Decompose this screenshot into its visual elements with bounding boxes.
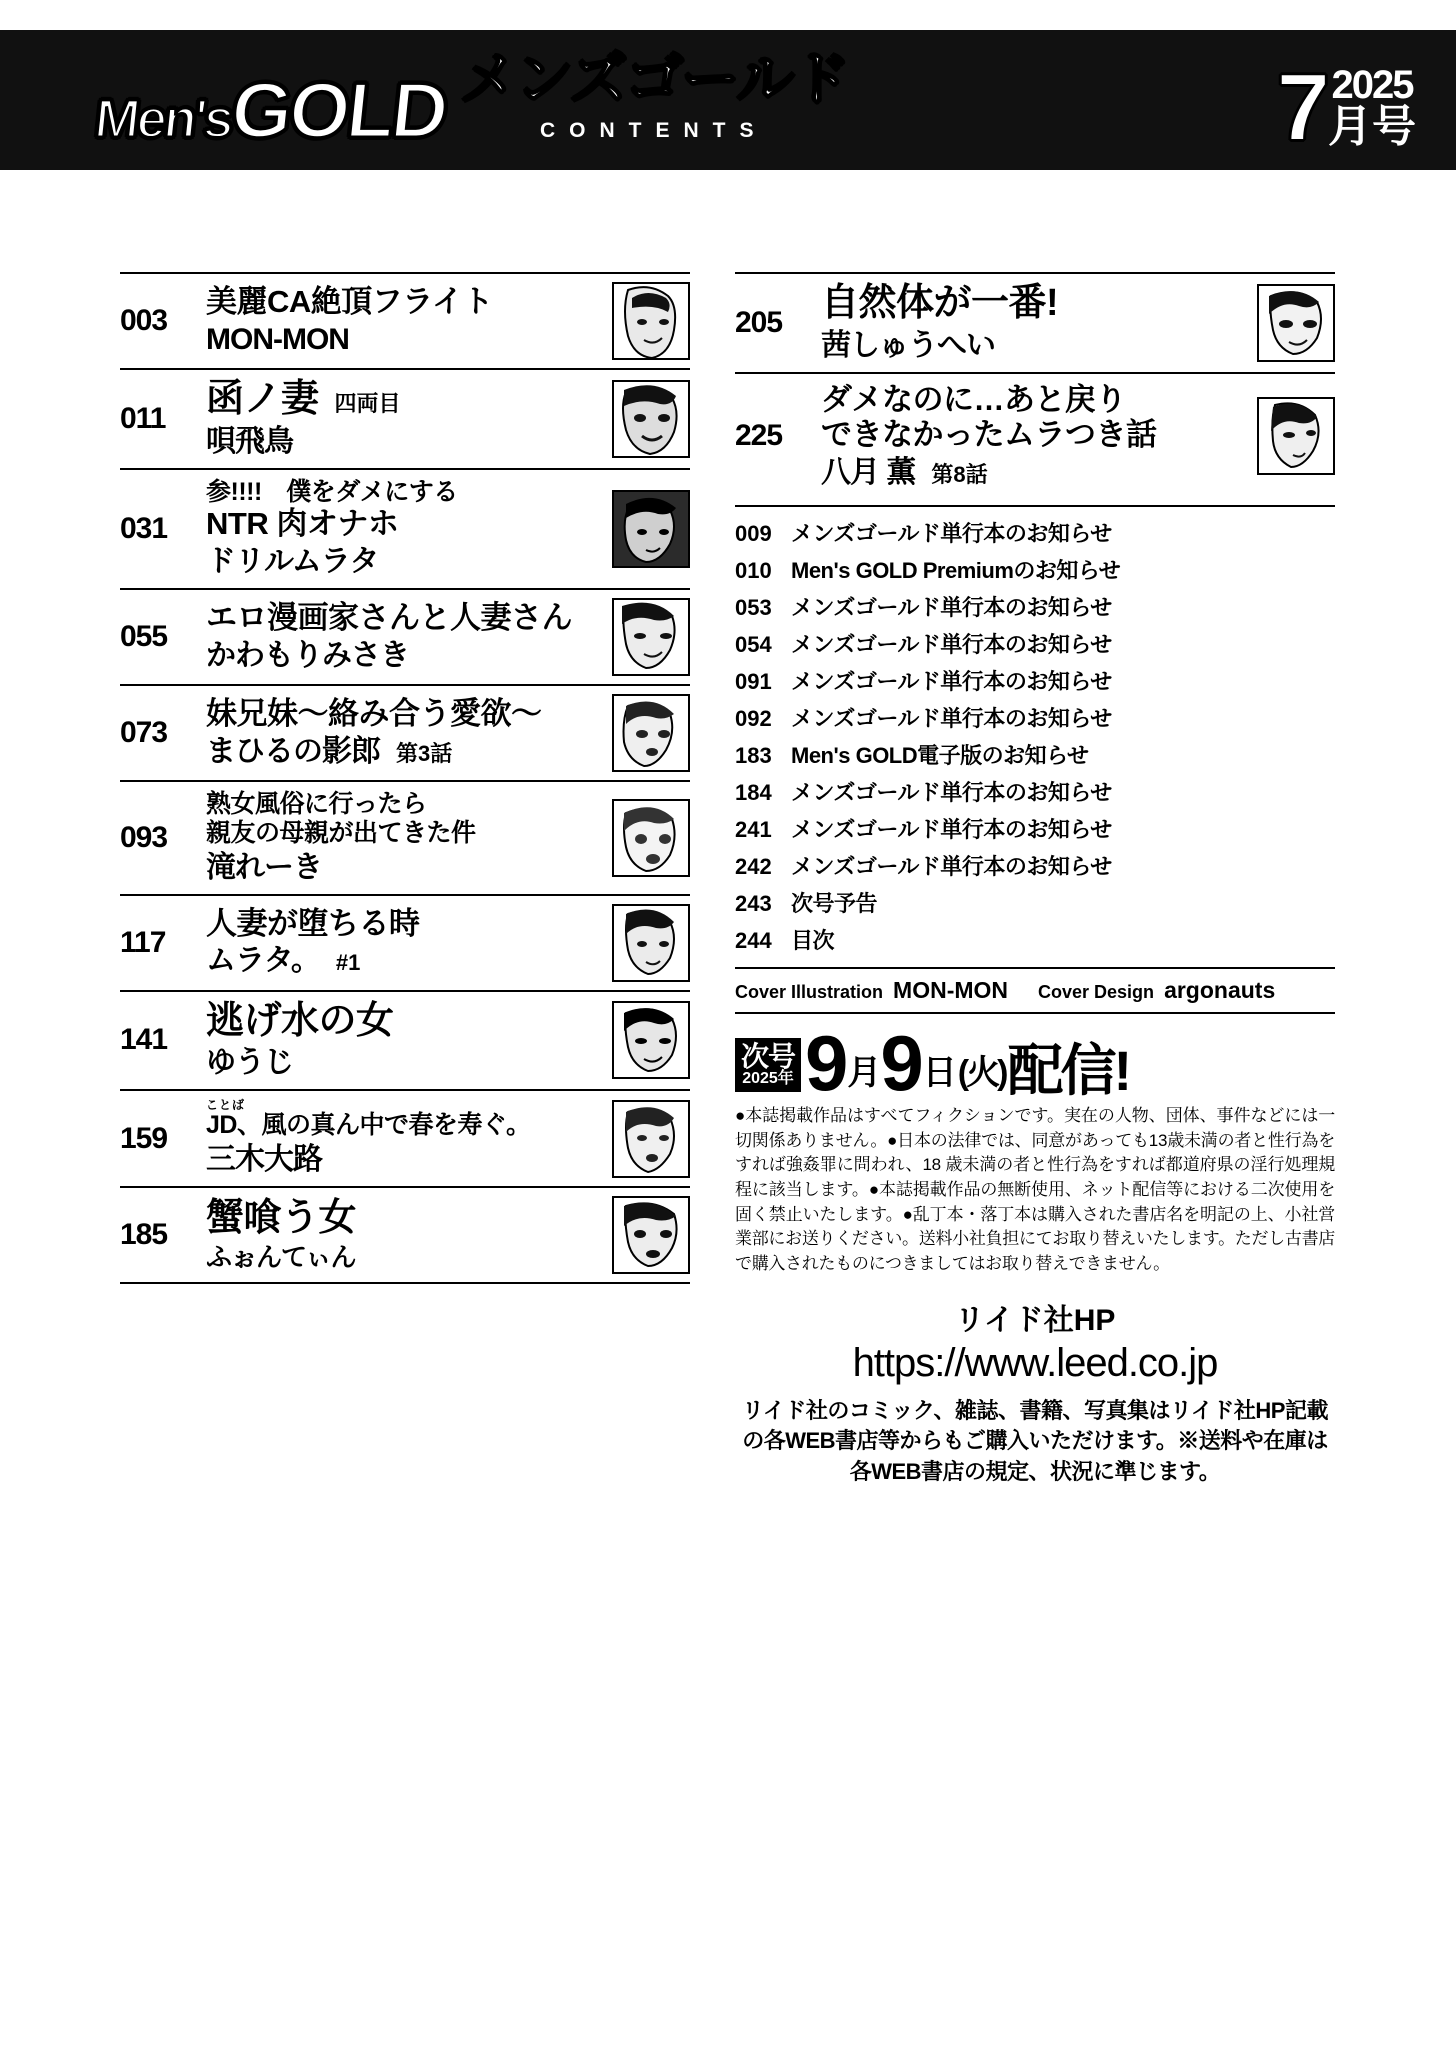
logo-kana: メンズゴールド	[459, 47, 849, 112]
entry-page-number: 185	[120, 1218, 168, 1252]
next-issue-day: 9	[880, 1018, 921, 1107]
notice-text: Men's GOLD電子版のお知らせ	[791, 742, 1089, 768]
face-thumbnail	[1257, 284, 1335, 362]
notice-item[interactable]	[735, 776, 1335, 807]
entry-author: MON-MON	[206, 322, 349, 356]
toc-right-column	[735, 272, 1335, 1488]
entry-title-line2: 親友の母親が出てきた件	[206, 818, 476, 847]
notice-text: メンズゴールド単行本のお知らせ	[791, 816, 1112, 842]
entry-page-number: 159	[120, 1121, 168, 1155]
face-thumbnail	[612, 282, 690, 360]
notice-text: メンズゴールド単行本のお知らせ	[791, 520, 1112, 546]
entry-title: 自然体が一番!	[821, 282, 1059, 324]
entry-author: 滝れーき	[206, 850, 322, 884]
face-thumbnail	[612, 799, 690, 877]
face-thumbnail	[612, 694, 690, 772]
entry-author: 三木大路	[206, 1143, 322, 1177]
next-issue-month-unit: 月	[847, 1053, 879, 1092]
entry-title-line1: 参!!!! 僕をダメにする	[206, 477, 458, 506]
logo-mens: Men's	[91, 89, 235, 149]
entry-title: 函ノ妻	[206, 378, 319, 420]
next-issue-weekday: (火)	[957, 1053, 1006, 1092]
entry-subtitle: 四両目	[334, 391, 401, 416]
cover-credits	[735, 967, 1335, 1014]
magazine-logo	[91, 66, 450, 154]
entry-page-number: 031	[120, 511, 168, 545]
notice-item[interactable]	[735, 850, 1335, 881]
entry-page-number: 117	[120, 925, 166, 959]
entry-page-number: 141	[120, 1023, 168, 1057]
toc-entry[interactable]	[120, 588, 690, 684]
toc-entry[interactable]	[120, 368, 690, 468]
entry-author: 茜しゅうへい	[821, 328, 995, 362]
notice-item[interactable]	[735, 517, 1335, 548]
notice-item[interactable]	[735, 628, 1335, 659]
notice-text: メンズゴールド単行本のお知らせ	[791, 668, 1112, 694]
entry-author: かわもりみさき	[206, 638, 409, 672]
notice-item[interactable]	[735, 924, 1335, 955]
toc-entry[interactable]	[120, 1089, 690, 1186]
notice-text: メンズゴールド単行本のお知らせ	[791, 631, 1112, 657]
notice-text: 次号予告	[791, 890, 878, 916]
toc-entry[interactable]	[120, 990, 690, 1090]
toc-entry[interactable]	[120, 684, 690, 780]
contents-word: CONTENTS	[540, 119, 768, 142]
next-issue-date	[805, 1018, 1130, 1107]
face-thumbnail	[612, 1196, 690, 1274]
notice-page: 241	[735, 816, 772, 842]
fine-print: ●本誌掲載作品はすべてフィクションです。実在の人物、団体、事件などには一切関係ありません。●日本の法律では、同意があっても13歳未満の者と性行為をすれば強姦罪に問われ、18 歳未満の者と性行為をすれば都道府県の淫行処理規程に該当します。●本誌掲載作品の無断使用、ネット配信等における二次使用を固く禁止いたします。●乱丁本・落丁本は購入された書店名を明記の上、小社営業部にお送りください。送料小社負担にてお取り替えいたします。ただし古書店で購入されたものにつきましてはお取り替えできません。	[735, 1106, 1335, 1273]
toc-entry[interactable]	[120, 272, 690, 368]
entry-title-line2: できなかったムラつき話	[821, 417, 1157, 453]
toc-entry[interactable]	[120, 780, 690, 894]
entry-subtitle: 第3話	[396, 740, 453, 766]
entry-author: ふぉんてぃん	[206, 1242, 356, 1273]
notice-page: 009	[735, 520, 772, 546]
notice-item[interactable]	[735, 591, 1335, 622]
entry-page-number: 225	[735, 419, 783, 453]
notice-page: 053	[735, 594, 772, 620]
issue-month: 7	[1276, 54, 1326, 162]
entry-title-line1: ダメなのに…あと戻り	[821, 381, 1126, 417]
notice-page: 054	[735, 631, 772, 657]
notice-page: 244	[735, 927, 772, 953]
issue-gatsugo: 月号	[1328, 102, 1416, 151]
entry-page-number: 011	[120, 401, 166, 435]
notice-page: 010	[735, 557, 772, 583]
entry-title-line1: 熟女風俗に行ったら	[206, 790, 427, 819]
entry-title-ruby: ことば	[206, 1098, 246, 1113]
notice-item[interactable]	[735, 554, 1335, 585]
face-thumbnail	[612, 1001, 690, 1079]
toc-left-column	[120, 272, 690, 1284]
notice-item[interactable]	[735, 665, 1335, 696]
notice-text: メンズゴールド単行本のお知らせ	[791, 594, 1112, 620]
issue-year: 2025	[1331, 63, 1413, 107]
face-thumbnail	[612, 1100, 690, 1178]
publisher-url[interactable]: https://www.leed.co.jp	[852, 1340, 1218, 1385]
notice-text: メンズゴールド単行本のお知らせ	[791, 779, 1112, 805]
notice-page: 184	[735, 779, 772, 805]
entry-page-number: 093	[120, 820, 168, 854]
toc-entry[interactable]	[120, 1186, 690, 1284]
entry-title: JD、風の真ん中で春を寿ぐ。	[206, 1111, 531, 1140]
face-thumbnail	[612, 380, 690, 458]
entry-subtitle: #1	[335, 950, 361, 976]
notice-page: 183	[735, 742, 772, 768]
toc-entry[interactable]	[120, 894, 690, 990]
entry-author: ドリルムラタ	[206, 545, 379, 579]
publisher-note: リイド社のコミック、雑誌、書籍、写真集はリイド社HP記載の各WEB書店等からもご購入いただけます。※送料や在庫は各WEB書店の規定、状況に準じます。	[742, 1397, 1328, 1485]
publisher-name: リイド社HP	[954, 1303, 1116, 1337]
entry-title: 逃げ水の女	[206, 999, 394, 1042]
masthead	[0, 30, 1456, 170]
entry-page-number: 003	[120, 304, 168, 337]
notice-text: 目次	[791, 927, 835, 953]
entry-author: ムラタ。	[206, 944, 320, 978]
entry-subtitle: 第8話	[931, 461, 988, 487]
entry-title-line2: NTR 肉オナホ	[206, 506, 399, 542]
next-issue-label: 次号	[741, 1040, 796, 1072]
next-issue-day-unit: 日	[922, 1053, 954, 1092]
entry-title: 人妻が堕ちる時	[206, 905, 420, 941]
notice-page: 092	[735, 705, 772, 731]
entry-title: 蟹喰う女	[206, 1196, 357, 1239]
next-issue-banner	[735, 1018, 1335, 1107]
logo-gold: GOLD	[227, 66, 450, 154]
entry-title: 妹兄妹〜絡み合う愛欲〜	[206, 696, 542, 732]
notice-item[interactable]	[735, 739, 1335, 770]
cover-illustration-value: MON-MON	[893, 976, 1009, 1003]
toc-entry[interactable]	[120, 468, 690, 588]
next-issue-tail: 配信!	[1007, 1038, 1130, 1102]
entry-title: エロ漫画家さんと人妻さん	[206, 600, 572, 636]
notices-list	[735, 505, 1335, 955]
entry-author: 唄飛鳥	[206, 424, 293, 458]
entry-page-number: 073	[120, 716, 168, 750]
next-issue-year: 2025年	[742, 1070, 794, 1088]
notice-item[interactable]	[735, 813, 1335, 844]
face-thumbnail	[612, 490, 690, 568]
notice-item[interactable]	[735, 887, 1335, 918]
cover-illustration-label: Cover Illustration	[735, 981, 884, 1002]
toc-entry[interactable]	[735, 272, 1335, 372]
entry-title: 美麗CA絶頂フライト	[206, 284, 493, 320]
entry-page-number: 205	[735, 305, 783, 339]
publisher-hp-block	[735, 1295, 1335, 1488]
cover-design-value: argonauts	[1164, 976, 1276, 1003]
entry-author: ゆうじ	[206, 1046, 293, 1080]
face-thumbnail	[1257, 397, 1335, 475]
face-thumbnail	[612, 904, 690, 982]
notice-text: メンズゴールド単行本のお知らせ	[791, 705, 1112, 731]
issue-block	[1276, 54, 1416, 162]
notice-item[interactable]	[735, 702, 1335, 733]
entry-author: まひるの影郎	[206, 734, 380, 768]
entry-author: 八月 薫	[821, 455, 916, 489]
notice-text: Men's GOLD Premiumのお知らせ	[791, 557, 1121, 583]
face-thumbnail	[612, 598, 690, 676]
next-issue-badge	[735, 1038, 801, 1092]
toc-entry[interactable]	[735, 372, 1335, 499]
notice-page: 091	[735, 668, 772, 694]
notice-text: メンズゴールド単行本のお知らせ	[791, 853, 1112, 879]
notice-page: 242	[735, 853, 772, 879]
notice-page: 243	[735, 890, 772, 916]
next-issue-month: 9	[805, 1018, 846, 1107]
cover-design-label: Cover Design	[1038, 981, 1155, 1002]
entry-page-number: 055	[120, 620, 168, 654]
